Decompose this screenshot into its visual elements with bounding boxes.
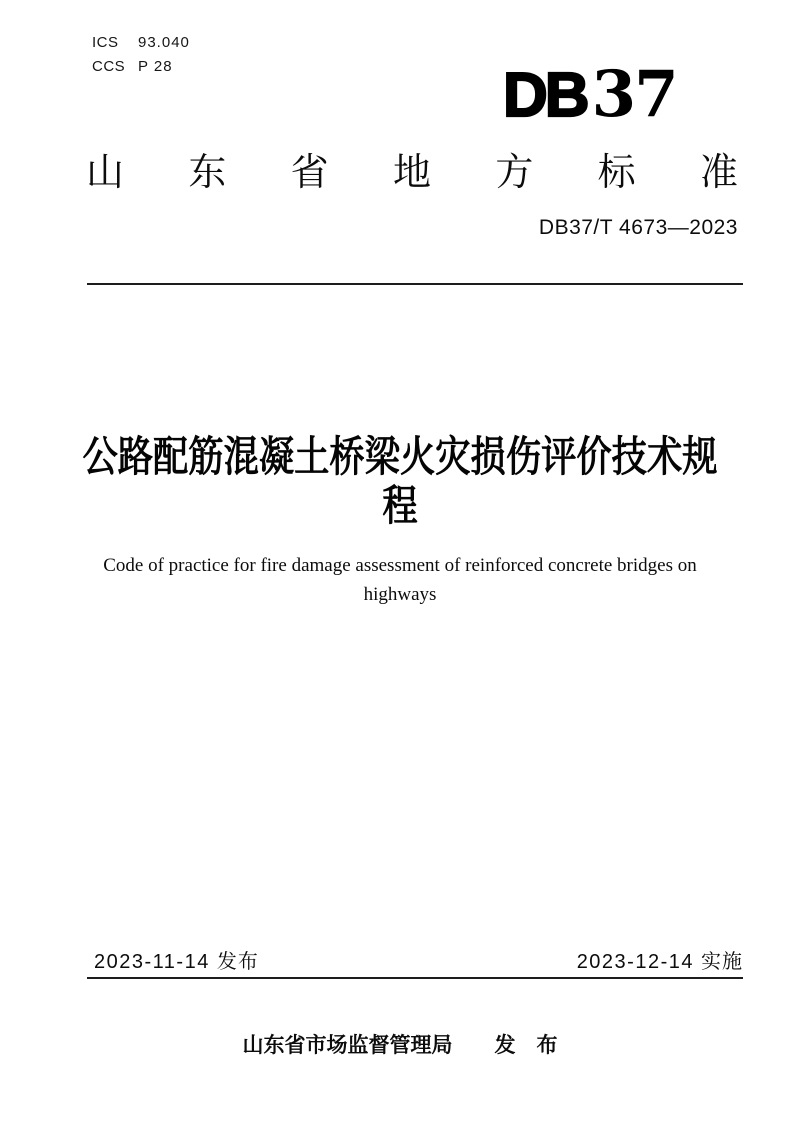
document-title-zh-line2: 程 <box>382 482 418 529</box>
implementation-date: 2023-12-14 <box>576 951 694 973</box>
db37-logo <box>503 57 677 132</box>
standard-type-char: 方 <box>495 152 534 194</box>
classification-block <box>92 31 190 79</box>
ics-line <box>92 31 190 55</box>
document-title-zh <box>64 432 736 530</box>
publisher-name: 山东省市场监督管理局 <box>242 1034 453 1057</box>
document-title-en: Code of practice for fire damage assessment of reinforced concrete bridges on highways <box>103 555 697 605</box>
standard-type-char: 山 <box>86 152 125 194</box>
ics-label: ICS <box>92 34 119 51</box>
publisher-row <box>0 1032 800 1059</box>
footer-rule <box>87 977 743 979</box>
standard-type-title <box>86 150 738 196</box>
standard-type-char: 标 <box>597 152 636 194</box>
standard-type-char: 地 <box>392 152 431 194</box>
dates-row <box>94 950 743 975</box>
issue-date: 2023-11-14 <box>94 951 210 973</box>
publish-label: 发 布 <box>494 1034 558 1057</box>
issue-date-group <box>94 950 259 975</box>
standard-type-char: 准 <box>699 152 738 194</box>
standard-type-char: 省 <box>290 152 329 194</box>
db37-logo-prefix: DB <box>503 61 587 130</box>
ics-value: 93.040 <box>138 34 190 51</box>
standard-code: DB37/T 4673—2023 <box>538 216 738 239</box>
issue-label: 发布 <box>216 951 259 973</box>
standard-type-char: 东 <box>188 152 227 194</box>
document-title-zh-line1: 公路配筋混凝土桥梁火灾损伤评价技术规 <box>82 433 718 480</box>
db37-logo-number: 37 <box>591 57 677 132</box>
ccs-line <box>92 55 190 79</box>
implementation-date-group <box>577 950 743 975</box>
ccs-label: CCS <box>92 58 126 75</box>
header-rule <box>87 283 743 285</box>
implementation-label: 实施 <box>701 951 743 973</box>
ccs-value: P 28 <box>138 58 173 75</box>
